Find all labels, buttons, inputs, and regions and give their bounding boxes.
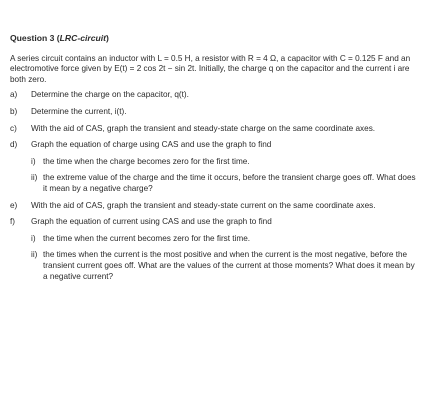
part-d-ii-label: ii): [31, 173, 38, 183]
part-f: [10, 217, 418, 228]
part-a-text: Determine the charge on the capacitor, q(t).: [31, 90, 189, 100]
part-e-text: With the aid of CAS, graph the transient and steady-state current on the same coordinate axes.: [31, 200, 376, 210]
part-f-i-text: the time when the current becomes zero for the first time.: [43, 233, 251, 243]
title-italic: LRC-circuit: [59, 33, 106, 43]
part-f-ii-label: ii): [31, 250, 38, 260]
part-d-ii: [31, 173, 418, 194]
part-d: [10, 140, 418, 151]
part-d-i-text: the time when the charge becomes zero for the first time.: [43, 156, 250, 166]
part-c-text: With the aid of CAS, graph the transient and steady-state charge on the same coordinate axes.: [31, 123, 376, 133]
part-c-label: c): [10, 123, 17, 133]
part-f-ii: [31, 250, 418, 282]
question-title: [10, 33, 418, 44]
question-intro: A series circuit contains an inductor with L = 0.5 H, a resistor with R = 4 Ω, a capacitor with C = 0.125 F and an electromotive force given by E(t) = 2 cos 2t − sin 2t. Initially, the charge q on the capacitor and the current i are both zero.: [10, 53, 411, 84]
part-b-text: Determine the current, i(t).: [31, 106, 127, 116]
part-c: [10, 124, 418, 135]
part-b-label: b): [10, 106, 18, 116]
part-d-label: d): [10, 140, 18, 150]
part-d-i: [31, 157, 418, 168]
part-a-label: a): [10, 90, 18, 100]
part-a: [10, 90, 418, 101]
part-f-label: f): [10, 217, 16, 227]
part-e-label: e): [10, 200, 18, 210]
part-d-i-label: i): [31, 156, 36, 166]
part-d-text: Graph the equation of charge using CAS and use the graph to find: [31, 140, 272, 150]
part-f-text: Graph the equation of current using CAS and use the graph to find: [31, 217, 272, 227]
title-prefix: Question 3 (: [10, 33, 60, 43]
part-e: [10, 201, 418, 212]
part-f-ii-text: the times when the current is the most positive and when the current is the most negative, before the transient current goes off. What are the values of the current at those moments? What does it mean by a negative current?: [43, 250, 415, 281]
part-d-ii-text: the extreme value of the charge and the time it occurs, before the transient charge goes off. What does it mean by a negative charge?: [43, 173, 416, 193]
part-b: [10, 107, 418, 118]
part-f-i-label: i): [31, 233, 36, 243]
title-suffix: ): [106, 33, 109, 43]
part-f-i: [31, 234, 418, 245]
question-document: [10, 33, 418, 288]
